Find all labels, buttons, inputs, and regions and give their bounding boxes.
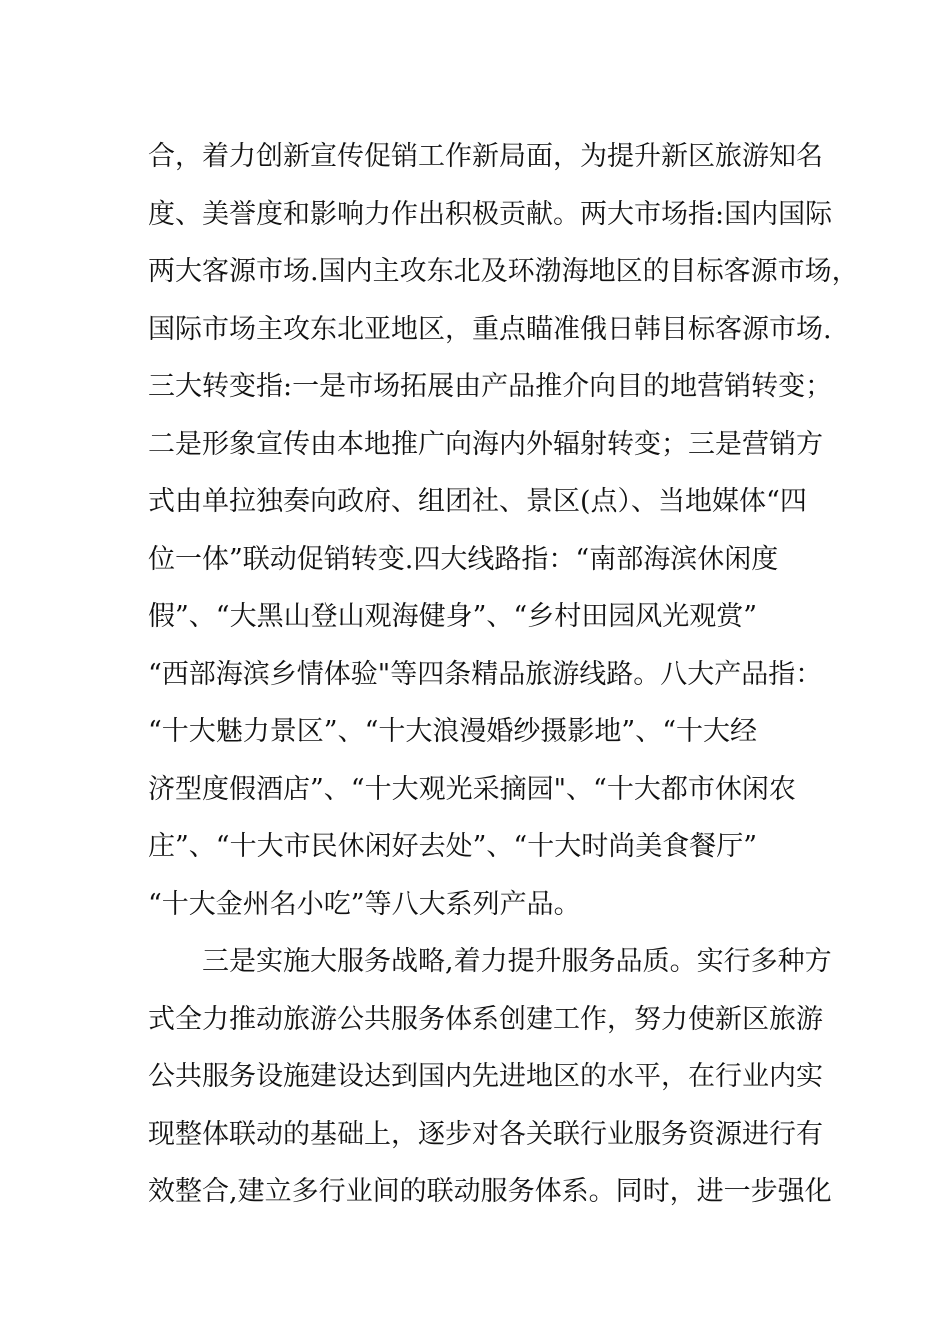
text-line: 三大转变指:一是市场拓展由产品推介向目的地营销转变； bbox=[148, 371, 833, 402]
text-line: “西部海滨乡情体验"等四条精品旅游线路。八大产品指： bbox=[148, 658, 823, 690]
text-line: 式全力推动旅游公共服务体系创建工作，努力使新区旅游 bbox=[148, 1003, 823, 1035]
text-line: 二是形象宣传由本地推广向海内外辐射转变；三是营销方 bbox=[148, 428, 823, 460]
text-line: 两大客源市场.国内主攻东北及环渤海地区的目标客源市场， bbox=[148, 256, 859, 287]
text-line: 度、美誉度和影响力作出积极贡献。两大市场指:国内国际 bbox=[148, 198, 833, 230]
text-line: “十大魅力景区”、“十大浪漫婚纱摄影地”、“十大经 bbox=[148, 716, 758, 747]
text-line: 国际市场主攻东北亚地区，重点瞄准俄日韩目标客源市场. bbox=[148, 313, 832, 345]
text-line: “十大金州名小吃”等八大系列产品。 bbox=[148, 888, 581, 920]
text-line: 庄”、“十大市民休闲好去处”、“十大时尚美食餐厅” bbox=[148, 831, 758, 862]
text-line: 济型度假酒店”、“十大观光采摘园"、“十大都市休闲农 bbox=[148, 773, 796, 805]
text-line: 合，着力创新宣传促销工作新局面，为提升新区旅游知名 bbox=[148, 141, 823, 172]
text-line: 位一体”联动促销转变.四大线路指：“南部海滨休闲度 bbox=[148, 543, 779, 575]
text-line: 公共服务设施建设达到国内先进地区的水平，在行业内实 bbox=[148, 1061, 823, 1092]
text-line: 效整合,建立多行业间的联动服务体系。同时，进一步强化 bbox=[148, 1176, 832, 1207]
text-line: 式由单拉独奏向政府、组团社、景区(点）、当地媒体“四 bbox=[148, 486, 807, 517]
body-text bbox=[148, 128, 859, 1221]
paragraph-start-line: 三是实施大服务战略,着力提升服务品质。实行多种方 bbox=[202, 946, 832, 977]
text-line: 现整体联动的基础上，逐步对各关联行业服务资源进行有 bbox=[148, 1118, 823, 1150]
text-line: 假”、“大黑山登山观海健身”、“乡村田园风光观赏” bbox=[148, 601, 758, 632]
